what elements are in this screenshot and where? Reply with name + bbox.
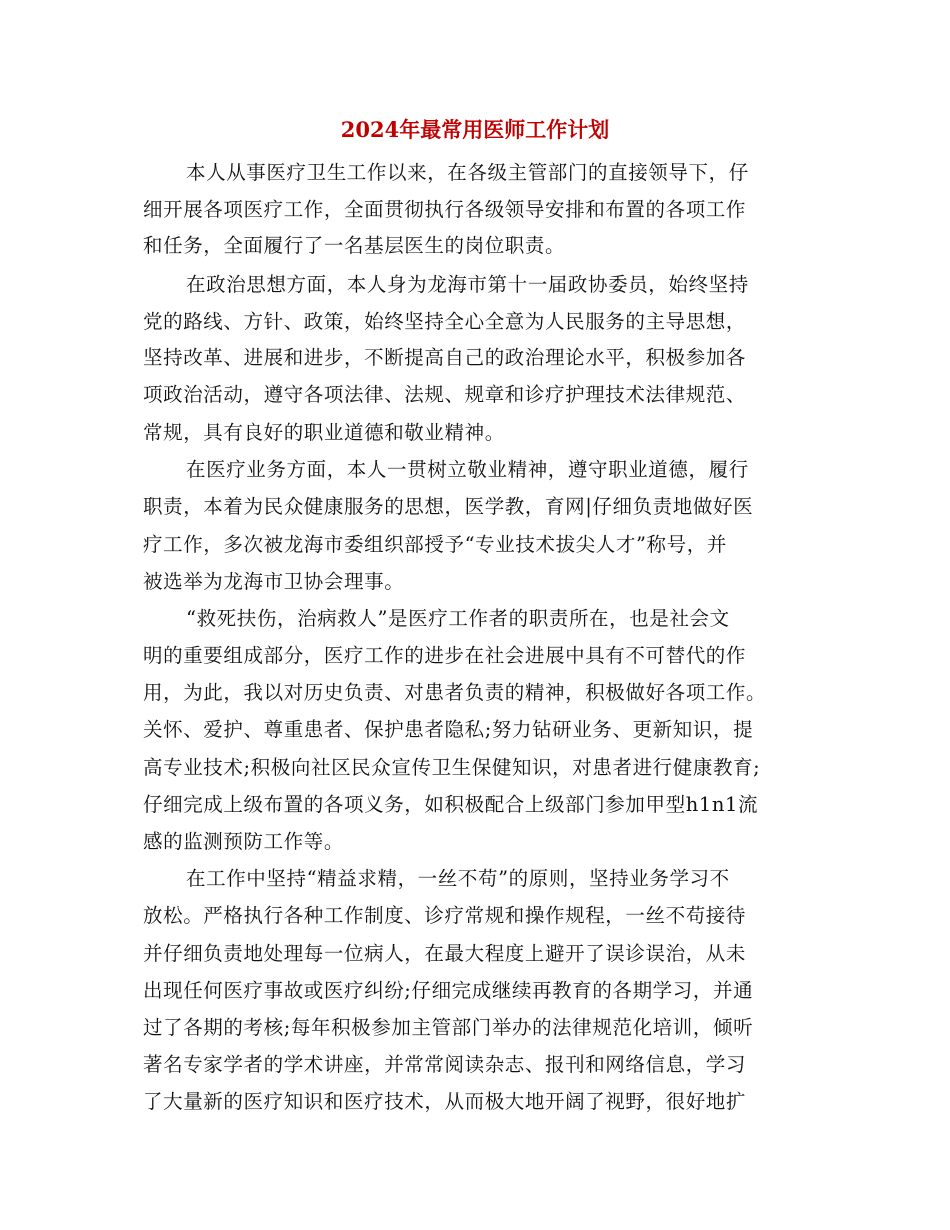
text-line: 在医疗业务方面，本人一贯树立敬业精神，遵守职业道德，履行 bbox=[186, 458, 749, 481]
text-line: 用，为此，我以对历史负责、对患者负责的精神，积极做好各项工作。 bbox=[143, 681, 767, 704]
text-line: 并仔细负责地处理每一位病人，在最大程度上避开了误诊误治，从未 bbox=[143, 942, 747, 965]
text-line: 和任务，全面履行了一名基层医生的岗位职责。 bbox=[143, 234, 566, 257]
text-line: 著名专家学者的学术讲座，并常常阅读杂志、报刊和网络信息，学习 bbox=[143, 1053, 747, 1076]
document-title: 2024年最常用医师工作计划 bbox=[340, 117, 610, 142]
text-line: 坚持改革、进展和进步，不断提高自己的政治理论水平，积极参加各 bbox=[143, 346, 747, 369]
text-line: 本人从事医疗卫生工作以来，在各级主管部门的直接领导下，仔 bbox=[186, 161, 749, 184]
text-line: 感的监测预防工作等。 bbox=[143, 830, 345, 853]
text-line: 了大量新的医疗知识和医疗技术，从而极大地开阔了视野，很好地扩 bbox=[143, 1090, 747, 1113]
text-line: 项政治活动，遵守各项法律、法规、规章和诊疗护理技术法律规范、 bbox=[143, 383, 747, 406]
text-line: 出现任何医疗事故或医疗纠纷;仔细完成继续再教育的各期学习，并通 bbox=[143, 979, 754, 1002]
text-line: 高专业技术;积极向社区民众宣传卫生保健知识，对患者进行健康教育; bbox=[143, 756, 761, 779]
text-line: 放松。严格执行各种工作制度、诊疗常规和操作规程，一丝不苟接待 bbox=[143, 904, 747, 927]
text-line: 在政治思想方面，本人身为龙海市第十一届政协委员，始终坚持 bbox=[186, 273, 749, 296]
text-line: 被选举为龙海市卫协会理事。 bbox=[143, 570, 405, 593]
text-line: 明的重要组成部分，医疗工作的进步在社会进展中具有不可替代的作 bbox=[143, 644, 747, 667]
text-line: 细开展各项医疗工作，全面贯彻执行各级领导安排和布置的各项工作 bbox=[143, 198, 747, 221]
text-line: 关怀、爱护、尊重患者、保护患者隐私;努力钻研业务、更新知识，提 bbox=[143, 718, 754, 741]
text-line: 仔细完成上级布置的各项义务，如积极配合上级部门参加甲型h1n1流 bbox=[143, 793, 759, 816]
text-line: 常规，具有良好的职业道德和敬业精神。 bbox=[143, 421, 505, 444]
text-line: 党的路线、方针、政策，始终坚持全心全意为人民服务的主导思想， bbox=[143, 310, 747, 333]
text-line: “救死扶伤，治病救人”是医疗工作者的职责所在，也是社会文 bbox=[186, 607, 730, 630]
text-line: 在工作中坚持“精益求精，一丝不苟”的原则，坚持业务学习不 bbox=[186, 867, 730, 890]
text-line: 过了各期的考核;每年积极参加主管部门举办的法律规范化培训，倾听 bbox=[143, 1016, 754, 1039]
text-line: 职责，本着为民众健康服务的思想，医学教，育网|仔细负责地做好医 bbox=[143, 495, 754, 518]
text-line: 疗工作，多次被龙海市委组织部授予“专业技术拔尖人才”称号，并 bbox=[143, 533, 727, 556]
